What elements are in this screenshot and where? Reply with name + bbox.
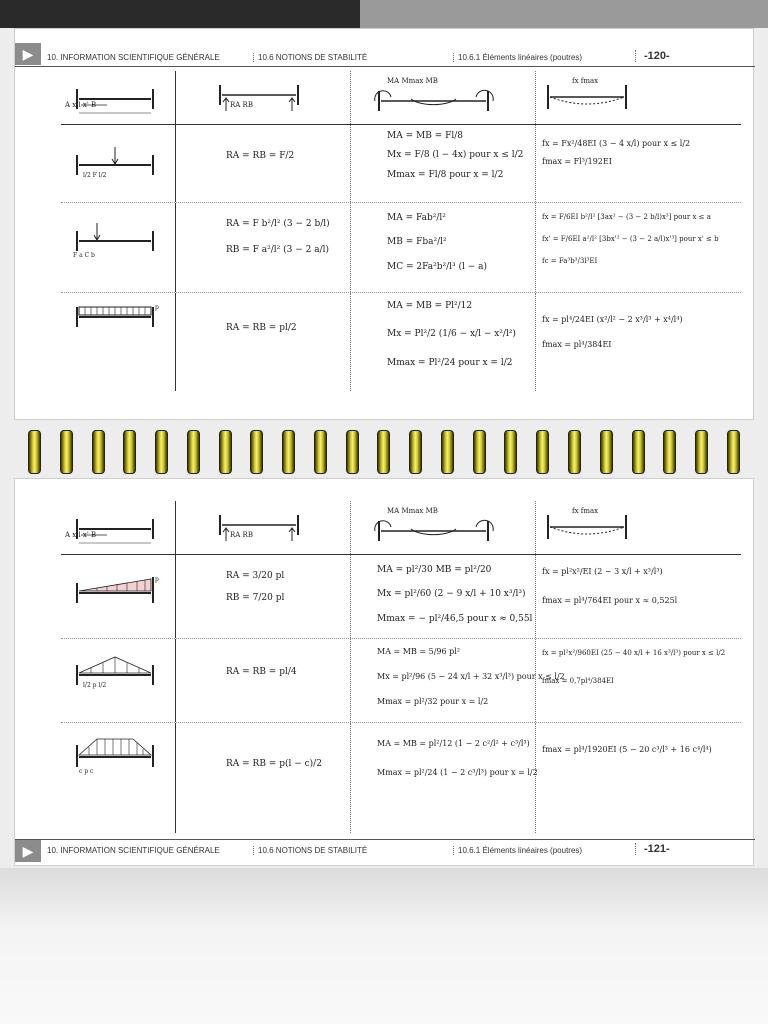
formula: MC = 2Fa²b²/l³ (l − a) xyxy=(387,261,487,272)
binding-coil xyxy=(28,430,41,474)
formula: MA = MB = pl²/12 (1 − 2 c²/l² + c³/l³) xyxy=(377,739,530,748)
formula: RA = F b²/l² (3 − 2 b/l) xyxy=(226,219,330,229)
publisher-logo-icon: ▶ xyxy=(15,43,41,65)
cell-moments xyxy=(351,639,565,722)
binding-coil xyxy=(727,430,740,474)
formula: fx = pl²x²/EI (2 − 3 x/l + x³/l³) xyxy=(542,567,663,576)
formula-group xyxy=(542,745,712,763)
formula: fmax = 0,7pl⁴/384EI xyxy=(542,677,614,686)
formula: RA = 3/20 pl xyxy=(226,571,285,581)
cell-reactions xyxy=(176,723,351,833)
header-deflection xyxy=(536,501,741,554)
cell-moments xyxy=(351,203,536,292)
formula: fmax = pl⁴/384EI xyxy=(542,340,612,350)
formula-group xyxy=(542,315,683,358)
moments-labels: MA Mmax MB xyxy=(387,507,438,515)
moments-labels: MA Mmax MB xyxy=(387,77,438,85)
formula: fx = pl²x²/960EI (25 − 40 x/l + 16 x³/l³) pour x ≤ l/2 xyxy=(542,649,726,657)
deflection-labels: fx fmax xyxy=(572,507,599,515)
formula-group xyxy=(377,739,538,786)
formula: MA = MB = Fl/8 xyxy=(387,131,463,141)
diagram-label: l/2 p l/2 xyxy=(83,682,107,689)
formula: RA = RB = F/2 xyxy=(226,151,295,161)
diagram-label: p xyxy=(155,576,159,583)
formula: Mx = pl²/60 (2 − 9 x/l + 10 x³/l³) xyxy=(377,589,526,600)
page-number: -120- xyxy=(635,50,670,62)
formula: Mmax = Pl²/24 pour x = l/2 xyxy=(387,357,513,368)
formula: RB = F a²/l² (3 − 2 a/l) xyxy=(226,245,329,256)
formula: Mmax = Fl/8 pour x = l/2 xyxy=(387,169,504,180)
page-footer xyxy=(15,839,755,859)
header-section-2: 10.6 NOTIONS DE STABILITÉ xyxy=(253,846,367,855)
table-row xyxy=(61,555,741,639)
cell-moments xyxy=(351,723,536,833)
binding-coil xyxy=(155,430,168,474)
uniform-load-icon xyxy=(67,301,167,331)
formula: MA = MB = Pl²/12 xyxy=(387,301,473,311)
header-section-3: 10.6.1 Éléments linéaires (poutres) xyxy=(453,846,582,855)
binding-coil xyxy=(314,430,327,474)
trapezoidal-load-icon xyxy=(67,733,167,769)
page-121 xyxy=(14,478,754,866)
header-reactions xyxy=(176,501,351,554)
binding-coil xyxy=(60,430,73,474)
cell-reactions xyxy=(176,203,351,292)
header-moments xyxy=(351,501,536,554)
formula-group xyxy=(226,219,330,265)
formula: Mmax = − pl²/46,5 pour x ≈ 0,55l xyxy=(377,613,533,624)
cell-deflection xyxy=(536,203,741,292)
cell-deflection xyxy=(536,125,741,202)
formula: fx = pl⁴/24EI (x²/l² − 2 x³/l³ + x⁴/l⁴) xyxy=(542,315,683,324)
formula: MA = pl²/30 MB = pl²/20 xyxy=(377,565,492,575)
cell-moments xyxy=(351,293,536,391)
reactions-labels: RA RB xyxy=(230,101,253,109)
page-header xyxy=(15,47,755,67)
formula-group xyxy=(226,759,322,778)
cell-deflection xyxy=(536,639,741,722)
table-row xyxy=(61,203,741,293)
formula-group xyxy=(226,571,284,613)
diagram-label: F a C b xyxy=(73,252,95,259)
binding-coil xyxy=(441,430,454,474)
header-section-2: 10.6 NOTIONS DE STABILITÉ xyxy=(253,53,367,62)
formula: fx = Fx²/48EI (3 − 4 x/l) pour x ≤ l/2 xyxy=(542,139,691,148)
table-row xyxy=(61,723,741,833)
formula-group xyxy=(377,565,532,633)
binding-coil xyxy=(377,430,390,474)
formula-group xyxy=(542,213,719,274)
header-beam-diagram xyxy=(61,501,176,554)
formula: RA = RB = p(l − c)/2 xyxy=(226,759,322,769)
header-moments xyxy=(351,71,536,124)
table-header-row xyxy=(61,501,741,555)
binding-coil xyxy=(473,430,486,474)
formula-group xyxy=(226,151,294,170)
binding-coil xyxy=(504,430,517,474)
diagram-label: p xyxy=(155,304,159,311)
header-deflection xyxy=(536,71,741,124)
scan-background-bottom xyxy=(0,868,768,1024)
formula: MA = MB = 5/96 pl² xyxy=(377,647,461,656)
cell-reactions xyxy=(176,293,351,391)
header-reactions xyxy=(176,71,351,124)
cell-moments xyxy=(351,125,536,202)
page-120 xyxy=(14,28,754,420)
formula: Mx = F/8 (l − 4x) pour x ≤ l/2 xyxy=(387,150,524,161)
binding-coil xyxy=(187,430,200,474)
cell-reactions xyxy=(176,639,351,722)
formula: fc = Fa³b³/3l³EI xyxy=(542,257,598,266)
reactions-labels: RA RB xyxy=(230,531,253,539)
cell-reactions xyxy=(176,125,351,202)
cell-diagram xyxy=(61,723,176,833)
scan-border-top xyxy=(0,0,768,28)
cell-diagram xyxy=(61,203,176,292)
formula: Mmax = pl²/24 (1 − 2 c³/l³) pour x = l/2 xyxy=(377,768,538,778)
formula-group xyxy=(387,301,516,377)
formula: fmax = pl⁴/1920EI (5 − 20 c³/l³ + 16 c⁴/l⁴) xyxy=(542,745,712,754)
binding-coil xyxy=(663,430,676,474)
beam-axes-icon xyxy=(67,509,167,549)
formula: fmax = Fl³/192EI xyxy=(542,157,612,167)
table-row xyxy=(61,293,741,391)
cell-diagram xyxy=(61,639,176,722)
table-row xyxy=(61,639,741,723)
header-beam-diagram xyxy=(61,71,176,124)
binding-coil xyxy=(536,430,549,474)
binding-coil xyxy=(92,430,105,474)
reactions-beam-icon xyxy=(216,509,306,549)
binding-coil xyxy=(250,430,263,474)
beam-axis-labels: A x l x' B xyxy=(65,531,97,539)
cell-deflection xyxy=(536,293,741,391)
formula-group xyxy=(387,213,487,281)
cell-diagram xyxy=(61,125,176,202)
formula: Mx = pl²/96 (5 − 24 x/l + 32 x³/l³) pour x ≤ l/2 xyxy=(377,672,565,682)
formula: MB = Fba²/l² xyxy=(387,237,447,248)
formula-group xyxy=(226,667,297,686)
binding-coil xyxy=(282,430,295,474)
formula: fx' = F/6EI a²/l² [3bx'² − (3 − 2 a/l)x'³] pour x' ≤ b xyxy=(542,235,719,244)
formula: RA = RB = pl/4 xyxy=(226,667,297,677)
diagram-label: l/2 F l/2 xyxy=(83,172,107,179)
binding-coil xyxy=(409,430,422,474)
cell-diagram xyxy=(61,555,176,638)
publisher-logo-icon: ▶ xyxy=(15,840,41,862)
table-row xyxy=(61,125,741,203)
triangular-center-load-icon xyxy=(67,653,167,687)
deflection-labels: fx fmax xyxy=(572,77,599,85)
binding-coil xyxy=(219,430,232,474)
formula-group xyxy=(542,139,690,175)
formula: RA = RB = pl/2 xyxy=(226,323,297,333)
cell-moments xyxy=(351,555,536,638)
diagram-label: c p c xyxy=(79,768,94,775)
cell-deflection xyxy=(536,555,741,638)
binding-coil xyxy=(568,430,581,474)
reactions-beam-icon xyxy=(216,79,306,119)
header-section-1: 10. INFORMATION SCIENTIFIQUE GÉNÉRALE xyxy=(47,846,220,855)
triangular-load-icon xyxy=(67,573,167,607)
formula: Mx = Pl²/2 (1/6 − x/l − x²/l²) xyxy=(387,329,516,340)
formula-group xyxy=(542,649,725,694)
cell-deflection xyxy=(536,723,741,833)
table-header-row xyxy=(61,71,741,125)
formula: fx = F/6EI b²/l² [3ax² − (3 − 2 b/l)x³] pour x ≤ a xyxy=(542,213,711,221)
header-section-1: 10. INFORMATION SCIENTIFIQUE GÉNÉRALE xyxy=(47,53,220,62)
header-section-3: 10.6.1 Éléments linéaires (poutres) xyxy=(453,53,582,62)
binding-coil xyxy=(123,430,136,474)
binding-coil xyxy=(695,430,708,474)
formula-group xyxy=(387,131,523,189)
cell-reactions xyxy=(176,555,351,638)
formula: fmax = pl⁴/764EI pour x ≈ 0,525l xyxy=(542,596,678,606)
formula-group xyxy=(542,567,677,614)
binding-coil xyxy=(600,430,613,474)
formula: Mmax = pl²/32 pour x = l/2 xyxy=(377,697,489,707)
formula: RB = 7/20 pl xyxy=(226,593,285,604)
formula-group xyxy=(226,323,297,342)
cell-diagram xyxy=(61,293,176,391)
point-load-center-icon xyxy=(67,143,167,183)
beam-axis-labels: A x l x' B xyxy=(65,101,97,109)
binding-coil xyxy=(346,430,359,474)
spiral-binding xyxy=(28,430,740,474)
page-number: -121- xyxy=(635,843,670,855)
beam-axes-icon xyxy=(67,79,167,119)
binding-coil xyxy=(632,430,645,474)
formula: MA = Fab²/l² xyxy=(387,213,446,223)
